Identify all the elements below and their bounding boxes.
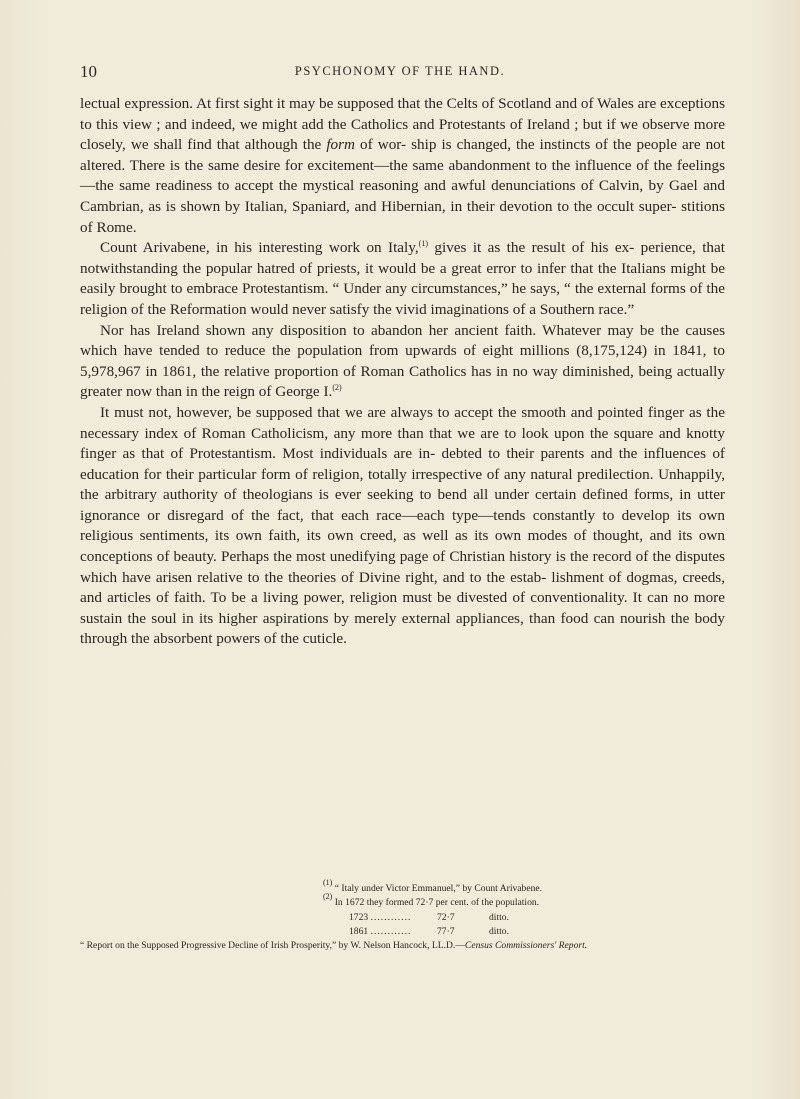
paragraph: lectual expression. At first sight it may be supposed that the Celts of Scotland and of Wales are exceptions to this view ; and indeed, we might add the Catholics and Protestants of Ireland ; but if we observe more closely, we shall find that although the form of wor- ship is changed, the instincts of the people are not altered. There is the same desire for excitement—the same abandonment to the influence of the feelings—the same readiness to accept the mystical reasoning and awful denunciations of Calvin, by Gael and Cambrian, as is shown by Italian, Spaniard, and Hibernian, in their devotion to the occult super- stitions of Rome.: [80, 95, 725, 236]
footnote-ref: (1): [418, 239, 428, 249]
emphasis-form: form: [326, 136, 356, 154]
footnotes: [80, 878, 725, 953]
footnote-2: $^{(2)}$ In 1672 they formed 72·7 per cent. of the population.: [323, 892, 540, 909]
footnote-ref: (2): [332, 383, 342, 393]
paragraph: Count Arivabene, in his interesting work on Italy,$^{(1)}$ gives it as the result of his ex- perience, that notwithstanding the popular hatred of priests, it would be a great error to infer that the Italians might be easily brought to embrace Protestantism. “ Under any circumstances,” he says, “ the external forms of the religion of the Reformation would never satisfy the vivid imaginations of a Southern race.”: [80, 239, 725, 318]
footnote-mark: (2): [323, 892, 333, 902]
running-title: PSYCHONOMY OF THE HAND.: [294, 64, 506, 78]
footnote-table-row: 1861 ............ 77·7 ditto.: [349, 925, 509, 937]
footnote-mark: (1): [323, 878, 333, 887]
page-number: 10: [80, 62, 97, 81]
footnote-1: $^{(1)}$ “ Italy under Victor Emmanuel,” by Count Arivabene.: [323, 878, 543, 894]
paragraph: Nor has Ireland shown any disposition to abandon her ancient faith. Whatever may be the causes which have tended to reduce the population from upwards of eight millions (8,175,124) in 1841, to 5,978,967 in 1861, the relative proportion of Roman Catholics has in no way diminished, being actually greater now than in the reign of George I.$^{(2)}$: [80, 321, 725, 401]
footnote-table-row: 1723 ............ 72·7 ditto.: [349, 911, 509, 923]
footnote-source: “ Report on the Supposed Progressive Decline of Irish Prosperity,” by W. Nelson Hancock, LL.D.—Census Commissioners' Report.: [80, 940, 588, 952]
paragraph: It must not, however, be supposed that we are always to accept the smooth and pointed finger as the necessary index of Roman Catholicism, any more than that we are to look upon the square and knotty finger as that of Protestantism. Most individuals are in- debted to their parents and the influences of education for their particular form of religion, totally irrespective of any natural predilection. Unhappily, the arbitrary authority of theologians is ever seeking to bend all under certain defined forms, in utter ignorance or disregard of the fact, that each race—each type—tends constantly to develop its own religious sentiments, its own faith, its own creed, as well as its own modes of thought, and its own conceptions of beauty. Perhaps the most unedifying page of Christian history is the record of the disputes which have arisen relative to the theories of Divine right, and to the estab- lishment of dogmas, creeds, and articles of faith. To be a living power, religion must be divested of conventionality. It can no more sustain the soul in its higher aspirations by merely external appliances, than food can nourish the body through the absorbent powers of the cuticle.: [80, 403, 725, 648]
page-header: [80, 62, 720, 84]
body-text: [80, 94, 725, 650]
